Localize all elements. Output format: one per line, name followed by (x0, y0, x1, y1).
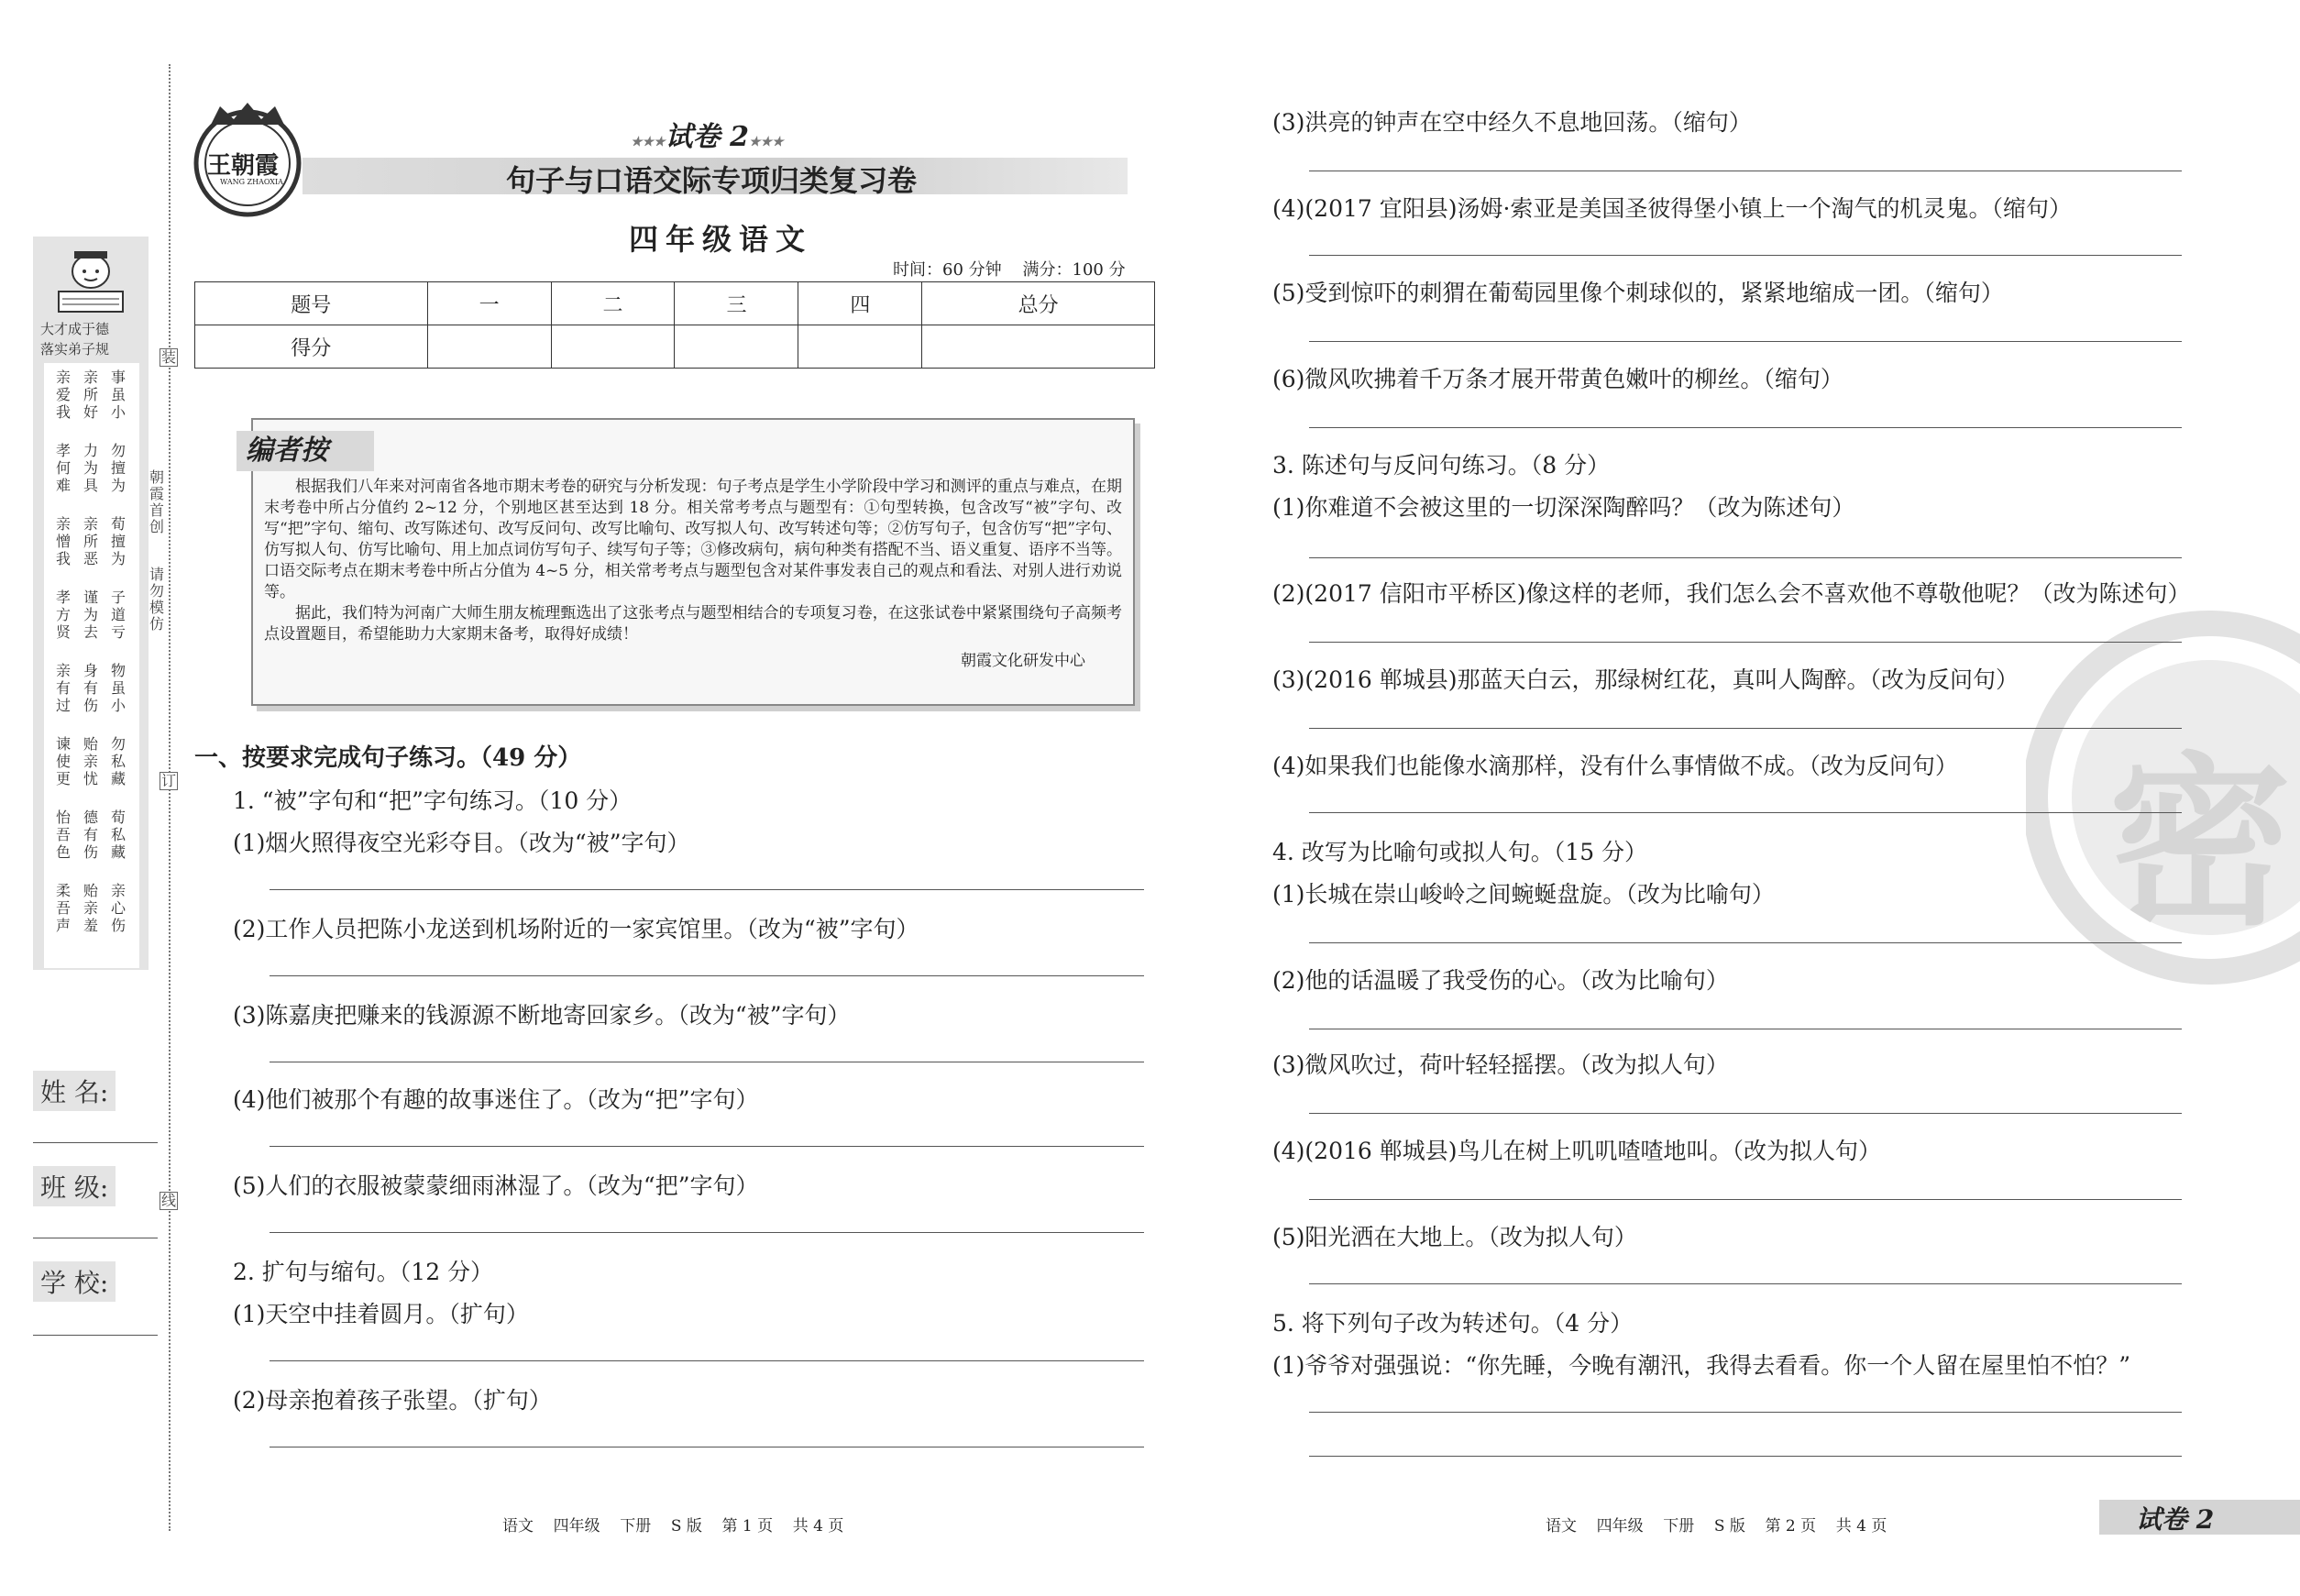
motto-column: 勿私藏 (110, 735, 126, 787)
motto-columns-box (44, 363, 139, 968)
side-note-1: 朝霞首创 (149, 468, 164, 535)
cut-mark-2: 订 (160, 772, 176, 789)
score-row-label: 得分 (195, 325, 428, 369)
series-text: 试卷 2 (665, 121, 749, 153)
motto-column: 事虽小 (110, 369, 126, 421)
question-4-item-5: (5)阳光洒在大地上。（改为拟人句） (1272, 1224, 1637, 1250)
answer-line[interactable] (1309, 812, 2182, 813)
answer-line[interactable] (1309, 557, 2182, 558)
answer-line[interactable] (1309, 341, 2182, 342)
question-1-item-4: (4)他们被那个有趣的故事迷住了。（改为“把”字句） (233, 1086, 759, 1113)
motto-column: 孝何难 (55, 442, 71, 494)
score-table-header-row (195, 282, 1155, 325)
time-info: 时间：60 分钟 满分：100 分 (893, 260, 1126, 280)
motto-column: 谨为去 (83, 589, 98, 641)
motto-column: 身有伤 (83, 662, 98, 714)
editor-note-signature: 朝霞文化研发中心 (961, 652, 1085, 670)
answer-line[interactable] (270, 1146, 1144, 1147)
answer-line[interactable] (270, 1232, 1144, 1233)
score-header-cell: 三 (675, 282, 798, 325)
question-2-item-3: (3)洪亮的钟声在空中经久不息地回荡。（缩句） (1272, 109, 1752, 136)
motto-2: 落实弟子规 (40, 341, 110, 358)
question-3-item-2: (2)(2017 信阳市平桥区)像这样的老师，我们怎么会不喜欢他不尊敬他呢？（改为陈述句） (1272, 580, 2191, 607)
question-1-item-3: (3)陈嘉庚把赚来的钱源源不断地寄回家乡。（改为“被”字句） (233, 1002, 851, 1029)
answer-line[interactable] (1309, 427, 2182, 428)
motto-column: 物虽小 (110, 662, 126, 714)
motto-column: 怡吾色 (55, 809, 71, 861)
section-1-heading: 一、按要求完成句子练习。（49 分） (194, 744, 582, 772)
class-label: 班 级: (33, 1166, 116, 1206)
name-field[interactable] (33, 1142, 158, 1143)
question-1-item-2: (2)工作人员把陈小龙送到机场附近的一家宾馆里。（改为“被”字句） (233, 916, 919, 942)
motto-column: 亲有过 (55, 662, 71, 714)
logo-subtext: WANG ZHAOXIA (220, 178, 283, 186)
sidebar-panel (33, 237, 149, 970)
motto-column: 力为具 (83, 442, 98, 494)
answer-line[interactable] (1309, 1113, 2182, 1114)
series-label: ★★★试卷 2★★★ (631, 121, 784, 153)
page-1-footer: 语文 四年级 下册 S 版 第 1 页 共 4 页 (502, 1517, 844, 1535)
school-field[interactable] (33, 1335, 158, 1336)
question-2-item-2: (2)母亲抱着孩子张望。（扩句） (233, 1387, 552, 1414)
question-3-item-1: (1)你难道不会被这里的一切深深陶醉吗？（改为陈述句） (1272, 494, 1855, 521)
answer-line[interactable] (1309, 1283, 2182, 1284)
corner-tag: 试卷 2 (2136, 1504, 2215, 1535)
score-cell[interactable] (922, 325, 1155, 369)
answer-line[interactable] (1309, 255, 2182, 256)
score-header-cell: 一 (427, 282, 551, 325)
cut-mark-1: 装 (160, 348, 176, 366)
answer-line[interactable] (270, 975, 1144, 976)
editor-note-title: 编者按 (237, 431, 374, 471)
logo-text: 王朝霞 (207, 152, 280, 180)
answer-line[interactable] (1309, 642, 2182, 643)
question-3-heading: 3. 陈述句与反问句练习。（8 分） (1272, 452, 1611, 479)
score-cell[interactable] (427, 325, 551, 369)
answer-line[interactable] (1309, 1456, 2182, 1457)
motto-column: 谏使更 (55, 735, 71, 787)
score-cell[interactable] (675, 325, 798, 369)
question-2-item-5: (5)受到惊吓的刺猬在葡萄园里像个刺球似的，紧紧地缩成一团。（缩句） (1272, 280, 2004, 306)
motto-column: 亲所恶 (83, 515, 98, 567)
question-2-heading: 2. 扩句与缩句。（12 分） (233, 1259, 494, 1285)
question-1-item-5: (5)人们的衣服被蒙蒙细雨淋湿了。（改为“把”字句） (233, 1172, 759, 1199)
page-2-footer: 语文 四年级 下册 S 版 第 2 页 共 4 页 (1546, 1517, 1887, 1535)
score-header-cell: 四 (798, 282, 922, 325)
editor-note-paragraph-1: 根据我们八年来对河南省各地市期末考卷的研究与分析发现：句子考点是学生小学阶段中学习和测评的重点与难点，在期末考卷中所占分值约 2~12 分，个别地区甚至达到 18 分。相关常考考点与题型有：①句型转换，包含改写“被”字句、改写“把”字句、缩句、改写陈述句、改写反问句、改写比喻句、改写拟人句、改写转述句等；②仿写句子，包含仿写“把”字句、仿写拟人句、仿写比喻句、用上加点词仿写句子、续写句子等；③修改病句，病句种类有搭配不当、语义重复、语序不当等。口语交际考点在期末考卷中所占分值为 4~5 分，相关常考考点与题型包含对某件事发表自己的观点和看法、对别人进行劝说等。 (264, 478, 1122, 601)
subject-title: 四年级语文 (629, 222, 813, 257)
score-table (194, 281, 1155, 369)
school-label: 学 校: (33, 1261, 116, 1302)
question-1-heading: 1. “被”字句和“把”字句练习。（10 分） (233, 787, 633, 814)
motto-column: 亲心伤 (110, 882, 126, 934)
question-4-item-3: (3)微风吹过，荷叶轻轻摇摆。（改为拟人句） (1272, 1051, 1729, 1078)
editor-note-paragraph-2: 据此，我们特为河南广大师生朋友梳理甄选出了这张考点与题型相结合的专项复习卷，在这张试卷中紧紧围绕句子高频考点设置题目，希望能助力大家期末备考，取得好成绩！ (264, 604, 1122, 644)
answer-line[interactable] (270, 1360, 1144, 1361)
motto-column: 贻亲忧 (83, 735, 98, 787)
motto-column: 勿擅为 (110, 442, 126, 494)
question-2-item-1: (1)天空中挂着圆月。（扩句） (233, 1301, 529, 1327)
motto-column: 亲所好 (83, 369, 98, 421)
answer-line[interactable] (1309, 728, 2182, 729)
motto-column: 孝方贤 (55, 589, 71, 641)
editor-note-text (264, 477, 1122, 672)
question-1-item-1: (1)烟火照得夜空光彩夺目。（改为“被”字句） (233, 830, 690, 856)
cut-mark-3: 线 (160, 1192, 176, 1209)
motto-column: 亲爱我 (55, 369, 71, 421)
score-cell[interactable] (551, 325, 675, 369)
motto-column: 德有伤 (83, 809, 98, 861)
motto-column: 贻亲羞 (83, 882, 98, 934)
stamp-text: 密 (2108, 735, 2293, 951)
question-5-heading: 5. 将下列句子改为转述句。（4 分） (1272, 1310, 1634, 1337)
motto-column: 荀私藏 (110, 809, 126, 861)
score-table-value-row (195, 325, 1155, 369)
question-2-item-6: (6)微风吹拂着千万条才展开带黄色嫩叶的柳丝。（缩句） (1272, 366, 1843, 392)
motto-column: 亲憎我 (55, 515, 71, 567)
score-cell[interactable] (798, 325, 922, 369)
motto-1: 大才成于德 (40, 321, 110, 337)
answer-line[interactable] (1309, 1199, 2182, 1200)
question-4-item-2: (2)他的话温暖了我受伤的心。（改为比喻句） (1272, 967, 1729, 994)
score-header-cell: 题号 (195, 282, 428, 325)
question-3-item-4: (4)如果我们也能像水滴那样，没有什么事情做不成。（改为反问句） (1272, 753, 1958, 779)
motto-column: 荀擅为 (110, 515, 126, 567)
exam-title: 句子与口语交际专项归类复习卷 (506, 163, 918, 198)
scholar-icon (50, 244, 132, 317)
answer-line[interactable] (1309, 942, 2182, 943)
question-5-item-1: (1)爷爷对强强说：“你先睡，今晚有潮汛，我得去看看。你一个人留在屋里怕不怕？” (1272, 1352, 2130, 1379)
side-note-2: 请勿模仿 (149, 566, 164, 633)
answer-line[interactable] (1309, 1412, 2182, 1413)
answer-line[interactable] (270, 889, 1144, 890)
question-3-item-3: (3)(2016 郸城县)那蓝天白云，那绿树红花，真叫人陶醉。（改为反问句） (1272, 666, 2019, 693)
question-2-item-4: (4)(2017 宜阳县)汤姆·索亚是美国圣彼得堡小镇上一个淘气的机灵鬼。（缩句） (1272, 195, 2072, 222)
question-4-heading: 4. 改写为比喻句或拟人句。（15 分） (1272, 839, 1648, 865)
question-4-item-4: (4)(2016 郸城县)鸟儿在树上叽叽喳喳地叫。（改为拟人句） (1272, 1138, 1881, 1164)
motto-column: 子道亏 (110, 589, 126, 641)
score-header-cell: 总分 (922, 282, 1155, 325)
score-header-cell: 二 (551, 282, 675, 325)
binding-cut-line (169, 64, 171, 1531)
question-4-item-1: (1)长城在崇山峻岭之间蜿蜒盘旋。（改为比喻句） (1272, 881, 1775, 908)
motto-column: 柔吾声 (55, 882, 71, 934)
name-label: 姓 名: (33, 1071, 116, 1111)
